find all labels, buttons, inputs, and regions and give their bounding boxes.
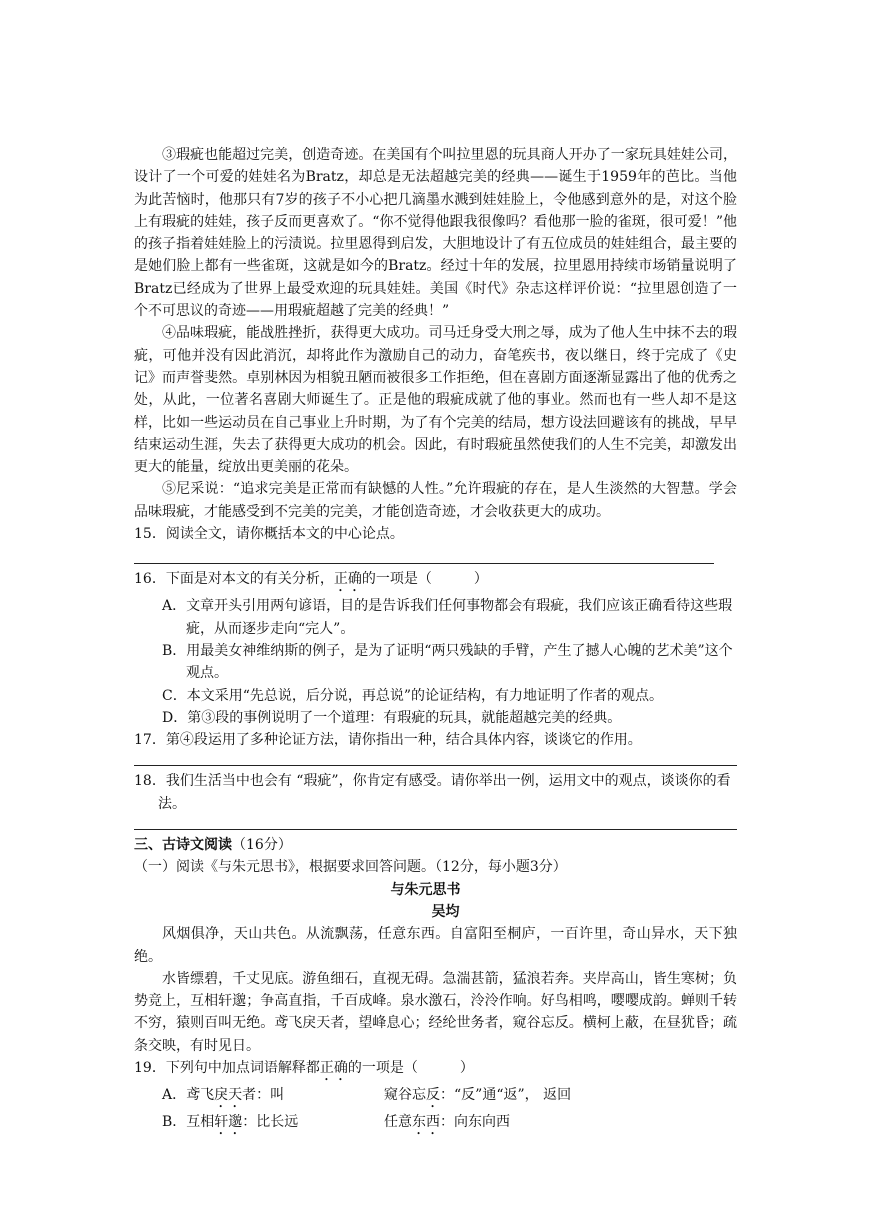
q19-a-right-post: ：“反”通“返”， 返回 (440, 1086, 572, 1103)
answer-line-18[interactable] (134, 815, 737, 830)
q19-b-left-post: ：比长远 (242, 1113, 299, 1130)
q19-b-right (384, 1111, 510, 1138)
q19-a-left-pre: A．鸢飞 (162, 1086, 215, 1103)
q16-text-end: 的一项是（ ） (361, 571, 488, 588)
paragraph-4: ④品味瑕疵，能战胜挫折，获得更大成功。司马迁身受大刑之辱，成为了他人生中抹不去的瑕疵，可他并没有因此消沉，却将此作为激励自己的动力，奋笔疾书，夜以继日，终于完成了《史记》而声誉斐然。卓别林因为相貌丑陋而被很多工作拒绝，但在喜剧方面逐渐显露出了他的优秀之处，从此，一位著名喜剧大师诞生了。正是他的瑕疵成就了他的事业。然而也有一些人却不是这样，比如一些运动员在自己事业上升时期，为了有个完美的结局，想方设法回避该有的挑战，早早结束运动生涯，失去了获得更大成功的机会。因此，有时瑕疵虽然使我们的人生不完美，却激发出更大的能量，绽放出更美丽的花朵。 (134, 325, 737, 476)
q19-dotted-word: 正确 (319, 1059, 348, 1076)
q19-b-right-pre: 任意 (384, 1113, 412, 1130)
q16-option-c[interactable]: C．本文采用“先总说，后分说，再总说”的论证结构，有力地证明了作者的观点。 (162, 687, 664, 704)
question-18: 18．我们生活当中也会有 “瑕疵”，你肯定有感受。请你举出一例，运用文中的观点，谈谈你的看法。 (134, 773, 731, 812)
q19-b-left-dotted: 轩邈 (214, 1113, 243, 1130)
paragraph-3: ③瑕疵也能超过完美，创造奇迹。在美国有个叫拉里恩的玩具商人开办了一家玩具娃娃公司，设计了一个可爱的娃娃名为Bratz，却总是无法超越完美的经典——诞生于1959年的芭比。当他为此苦恼时，他那只有7岁的孩子不小心把几滴墨水溅到娃娃脸上，令他感到意外的是，对这个脸上有瑕疵的娃娃，孩子反而更喜欢了。“你不觉得他跟我很像吗？看他那一脸的雀斑，很可爱！”他的孩子指着娃娃脸上的污渍说。拉里恩得到启发，大胆地设计了有五位成员的娃娃组合，最主要的是她们脸上都有一些雀斑，这就是如今的Bratz。经过十年的发展，拉里恩用持续市场销量说明了Bratz已经成为了世界上最受欢迎的玩具娃娃。美国《时代》杂志这样评价说：“拉里恩创造了一个不可思议的奇迹——用瑕疵超越了完美的经典！” (134, 147, 737, 320)
q16-text: 16．下面是对本文的有关分析， (134, 571, 334, 588)
q19-a-left-post: 者：叫 (242, 1086, 285, 1103)
q19-a-right-dotted: 反 (426, 1086, 440, 1103)
q19-a-left-dotted: 戾天 (214, 1086, 243, 1103)
q19-b-right-post: ：向东向西 (440, 1113, 510, 1130)
question-19 (134, 1057, 737, 1084)
q16-option-a[interactable]: A．文章开头引用两句谚语，目的是告诉我们任何事物都会有瑕疵，我们应该正确看待这些瑕疵，从而逐步走向“完人”。 (162, 598, 733, 637)
paragraph-5: ⑤尼采说：“追求完美是正常而有缺憾的人性。”允许瑕疵的存在，是人生淡然的大智慧。学会品味瑕疵，才能感受到不完美的完美，才能创造奇迹，才会收获更大的成功。 (134, 481, 737, 520)
section-3-title: 三、古诗文阅读 (134, 837, 232, 854)
page-content (134, 144, 737, 1138)
q19-text-end: 的一项是（ ） (347, 1059, 474, 1076)
q19-a-right (384, 1084, 571, 1111)
question-15: 15．阅读全文，请你概括本文的中心论点。 (134, 526, 404, 543)
q19-b-right-dotted: 东西 (412, 1113, 440, 1130)
poem-paragraph-2: 水皆缥碧，千丈见底。游鱼细石，直视无碍。急湍甚箭，猛浪若奔。夹岸高山，皆生寒树；负势竞上，互相轩邈；争高直指，千百成峰。泉水激石，泠泠作响。好鸟相鸣，嘤嘤成韵。蝉则千转不穷，猿则百叫无绝。鸢飞戾天者，望峰息心；经纶世务者，窥谷忘反。横柯上蔽，在昼犹昏；疏条交映，有时见日。 (134, 970, 737, 1054)
answer-line-17[interactable] (134, 751, 737, 766)
q19-option-b[interactable] (134, 1111, 737, 1138)
section-3-score: （16分） (232, 837, 292, 854)
answer-line-15[interactable] (134, 549, 714, 564)
q16-option-b[interactable]: B．用最美女神维纳斯的例子，是为了证明“两只残缺的手臂，产生了撼人心魄的艺术美”这个观点。 (162, 642, 733, 682)
poem-title: 与朱元思书 (390, 881, 461, 898)
q19-text: 19．下列句中加点词语解释都 (134, 1059, 320, 1076)
poem-author: 吴均 (431, 903, 460, 920)
section-3-sub1: （一）阅读《与朱元思书》，根据要求回答问题。（12分，每小题3分） (134, 859, 567, 876)
poem-paragraph-1: 风烟俱净，天山共色。从流飘荡，任意东西。自富阳至桐庐，一百许里，奇山异水，天下独绝。 (134, 926, 737, 965)
question-17: 17．第④段运用了多种论证方法，请你指出一种，结合具体内容，谈谈它的作用。 (134, 732, 642, 749)
q16-option-d[interactable]: D．第③段的事例说明了一个道理：有瑕疵的玩具，就能超越完美的经典。 (162, 709, 622, 726)
q19-b-left-pre: B．互相 (162, 1113, 215, 1130)
q19-a-right-pre: 窥谷忘 (384, 1086, 426, 1103)
q16-dotted-word: 正确 (333, 571, 362, 588)
section-3-heading (134, 834, 737, 856)
q19-option-a[interactable] (134, 1084, 737, 1111)
question-16 (134, 568, 737, 595)
